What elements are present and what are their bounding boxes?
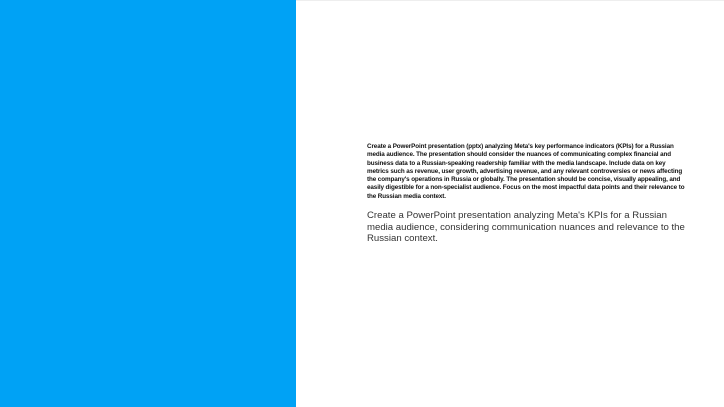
prompt-text: Create a PowerPoint presentation (pptx) analyzing Meta's key performance indicators (KPIs) for a Russian media audience. The presentation should consider the nuances of communicating complex financial and business data to a Russian-speaking readership familiar with the media landscape. Include data on key metrics such as revenue, user growth, advertising revenue, and any relevant controversies or news affecting the company's operations in Russia or globally. The presentation should be concise, visually appealing, and easily digestible for a non-specialist audience. Focus on the most impactful data points and their relevance to the Russian media context. — [367, 143, 685, 200]
summary-text: Create a PowerPoint presentation analyzing Meta's KPIs for a Russian media audience, considering communication nuances and relevance to the Russian context. — [367, 210, 685, 244]
content-panel — [296, 0, 724, 407]
accent-panel — [0, 0, 296, 407]
